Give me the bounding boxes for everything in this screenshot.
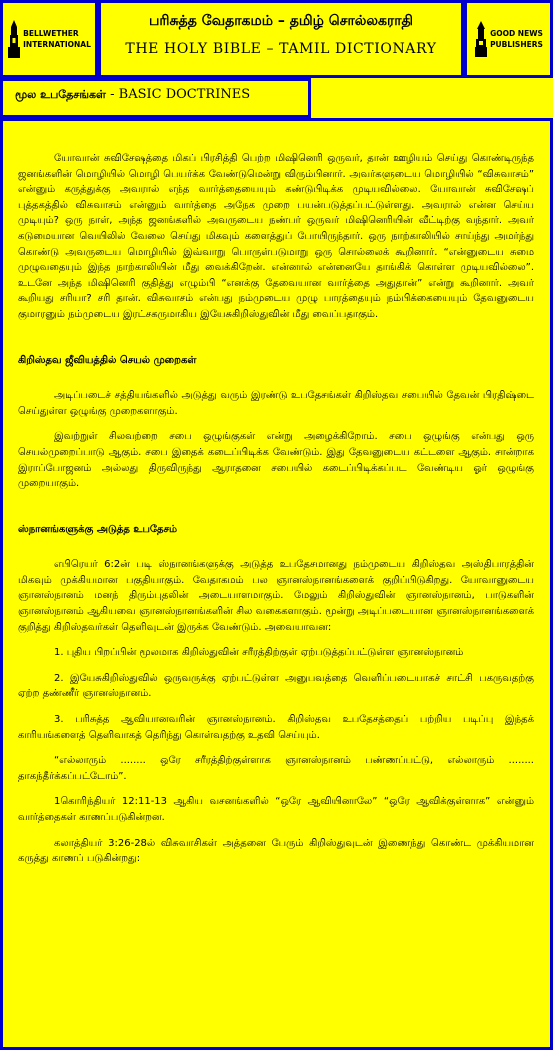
article-body: [3, 121, 550, 867]
section-title-english: - BASIC DOCTRINES: [105, 87, 251, 102]
bellwether-logo-text: [23, 28, 91, 50]
paragraph: 1கொரிந்தியர் 12:11-13 ஆகிய வசனங்களில் “ஒரே ஆவியினாலே” “ஒரே ஆவிக்குள்ளாக” என்னும் வார்த்தைகள் காணப்படுகின்றன.: [18, 796, 534, 823]
list-item: 2. இயேசுகிறிஸ்துவில் ஒருவருக்கு ஏற்பட்டுள்ள அனுபவத்தை வெளிப்படையாகச் சாட்சி பகருவதற்கு ஏற்ற தண்ணீர் ஞானஸ்நானம்.: [18, 672, 534, 700]
paragraph: கலாத்தியர் 3:26-28ல் விசுவாசிகள் அத்தனை பேரும் கிறிஸ்துவுடன் இணைந்து கொண்ட முக்கியமான கருத்து காணப் படுகின்றது:: [18, 837, 534, 865]
logo-line: INTERNATIONAL: [23, 40, 91, 49]
logo-line: BELLWETHER: [23, 29, 79, 38]
section-title-box: [0, 78, 311, 118]
scripture-quote: “எல்லாரும் ........ ஒரே சரீரத்திற்குள்ளாக ஞானஸ்நானம் பண்ணப்பட்டு, எல்லாரும் ........ தாகந்தீர்க்கப்பட்டோம்”.: [18, 755, 534, 782]
bellwether-logo: [3, 3, 95, 75]
book-tower-icon: [474, 19, 488, 59]
page-title-english: THE HOLY BIBLE – TAMIL DICTIONARY: [125, 41, 437, 57]
bell-tower-icon: [7, 19, 21, 59]
list-item: 1. புதிய பிறப்பின் மூலமாக கிறிஸ்துவின் சரீரத்திற்குள் ஏற்படுத்தப்பட்டுள்ள ஞானஸ்நானம்: [54, 647, 464, 659]
logo-line: PUBLISHERS: [490, 40, 543, 49]
goodnews-logo: [467, 3, 550, 75]
goodnews-logo-text: [490, 28, 543, 50]
section-title-tamil: மூல உபதேசங்கள்: [15, 88, 106, 101]
goodnews-logo-box: [464, 0, 553, 78]
paragraph: அடிப்படைச் சத்தியங்களில் அடுத்து வரும் இரண்டு உபதேசங்கள் கிறிஸ்தவ சபையில் தேவன் பிரதிஷ்டை செய்துள்ள ஒழுங்கு முறைகளாகும்.: [18, 390, 534, 417]
title-box: [98, 0, 464, 78]
paragraph: யோவான் சுவிசேஷத்தை மிகப் பிரசித்தி பெற்ற மிஷினெரி ஒருவர், தான் ஊழியம் செய்து கொண்டிருந்த ஜனங்களின் மொழியில் மொழி பெயர்க்க வேண்டுமென்று விரும்பினார். அவர்களுடைய மொழியில் “விசுவாசம்” என்னும் கருத்துக்கு அவரால் எந்த வார்த்தையையும் கண்டுபிடிக்க முடியவில்லை. யோவான் சுவிசேஷப் புத்தகத்தில் விசுவாசம் என்னும் வார்த்தை அநேக முறை பயன்படுத்தப்பட்டுள்ளது. அவரால் என்ன செய்ய முடியும்? ஒரு நாள், அந்த ஜனங்களில் அவருடைய நண்பர் ஒருவர் மிஷினெரியின் வீட்டிற்கு வந்தார். அவர் கடுமையான வெயிலில் வேலை செய்து மிகவும் களைத்துப் போயிருந்தார். ஒரு நாற்காலியில் சாய்ந்து அமர்ந்து கொண்டு அவருடைய மொழியில் இவ்வாறு பொருள்படுமாறு ஒரு சொல்லைக் கூறினார். “என்னுடைய சுமை முழுவதையும் இந்த நாற்காலியின் மீது வைக்கிறேன். என்னால் என்னையே தாங்கிக் கொள்ள முடியவில்லை”. உடனே அந்த மிஷினெரி குதித்து எழும்பி “எனக்கு தேவையான வார்த்தை அதுதான்” என்று கூறினார். அவர் கூறியது சரியா? சரி தான். விசுவாசம் என்பது நம்முடைய முழு பாரத்தையும் நம்பிக்கையையும் தேவனுடைய குமாரனும் நம்முடைய இரட்சகருமாகிய இயேசுகிறிஸ்துவின் மீது வைப்பதாகும்.: [18, 153, 534, 320]
subheading: ஸ்நானங்களுக்கு அடுத்த உபதேசம்: [18, 523, 178, 535]
list-item: 3. பரிசுத்த ஆவியானவரின் ஞானஸ்நானம். கிறிஸ்தவ உபதேசத்தைப் பற்றிய படிப்பு இந்தக் காரியங்களைத் தெளிவாகத் தெரிந்து கொள்வதற்கு உதவி செய்யும்.: [18, 714, 534, 741]
section-title: [3, 81, 308, 103]
page-title-tamil: பரிசுத்த வேதாகமம் – தமிழ் சொல்லகராதி: [149, 13, 413, 29]
subheading: கிறிஸ்தவ ஜீவியத்தில் செயல் முறைகள்: [18, 354, 197, 366]
content-box: [0, 118, 553, 1050]
paragraph: இவற்றுள் சிலவற்றை சபை ஒழுங்குகள் என்று அழைக்கிறோம். சபை ஒழுங்கு என்பது ஒரு செயல்முறைப்பாடு ஆகும். சபை இதைக் கடைப்பிடிக்க வேண்டும். இது தேவனுடைய கட்டளை ஆகும். சான்றாக இராப்போஜனம் அல்லது திருவிருந்து ஆராதனை சபையில் கடைப்பிடிக்கப்பட வேண்டிய ஓர் ஒழுங்கு முறையாகும்.: [18, 431, 534, 490]
paragraph: எபிரெயர் 6:2ன் படி ஸ்நானங்களுக்கு அடுத்த உபதேசமானது நம்முடைய கிறிஸ்தவ அஸ்திபாரத்தின் மிகவும் முக்கியமான பகுதியாகும். வேதாகமம் பல ஞானஸ்நானங்களைக் குறிப்பிடுகிறது. யோவானுடைய ஞானஸ்நானம் மனந் திரும்புதலின் அடையாளமாகும். மேலும் கிறிஸ்துவின் ஞானஸ்நானம், பாடுகளின் ஞானஸ்நானம் ஆகியவை ஞானஸ்நானங்களின் சில வகைகளாகும். மூன்று அடிப்படையான ஞானஸ்நானங்களைக் குறித்து கிறிஸ்தவர்கள் தெளிவுடன் இருக்க வேண்டும். அவையாவன:: [18, 559, 534, 633]
logo-line: GOOD NEWS: [490, 29, 543, 38]
bellwether-logo-box: [0, 0, 98, 78]
